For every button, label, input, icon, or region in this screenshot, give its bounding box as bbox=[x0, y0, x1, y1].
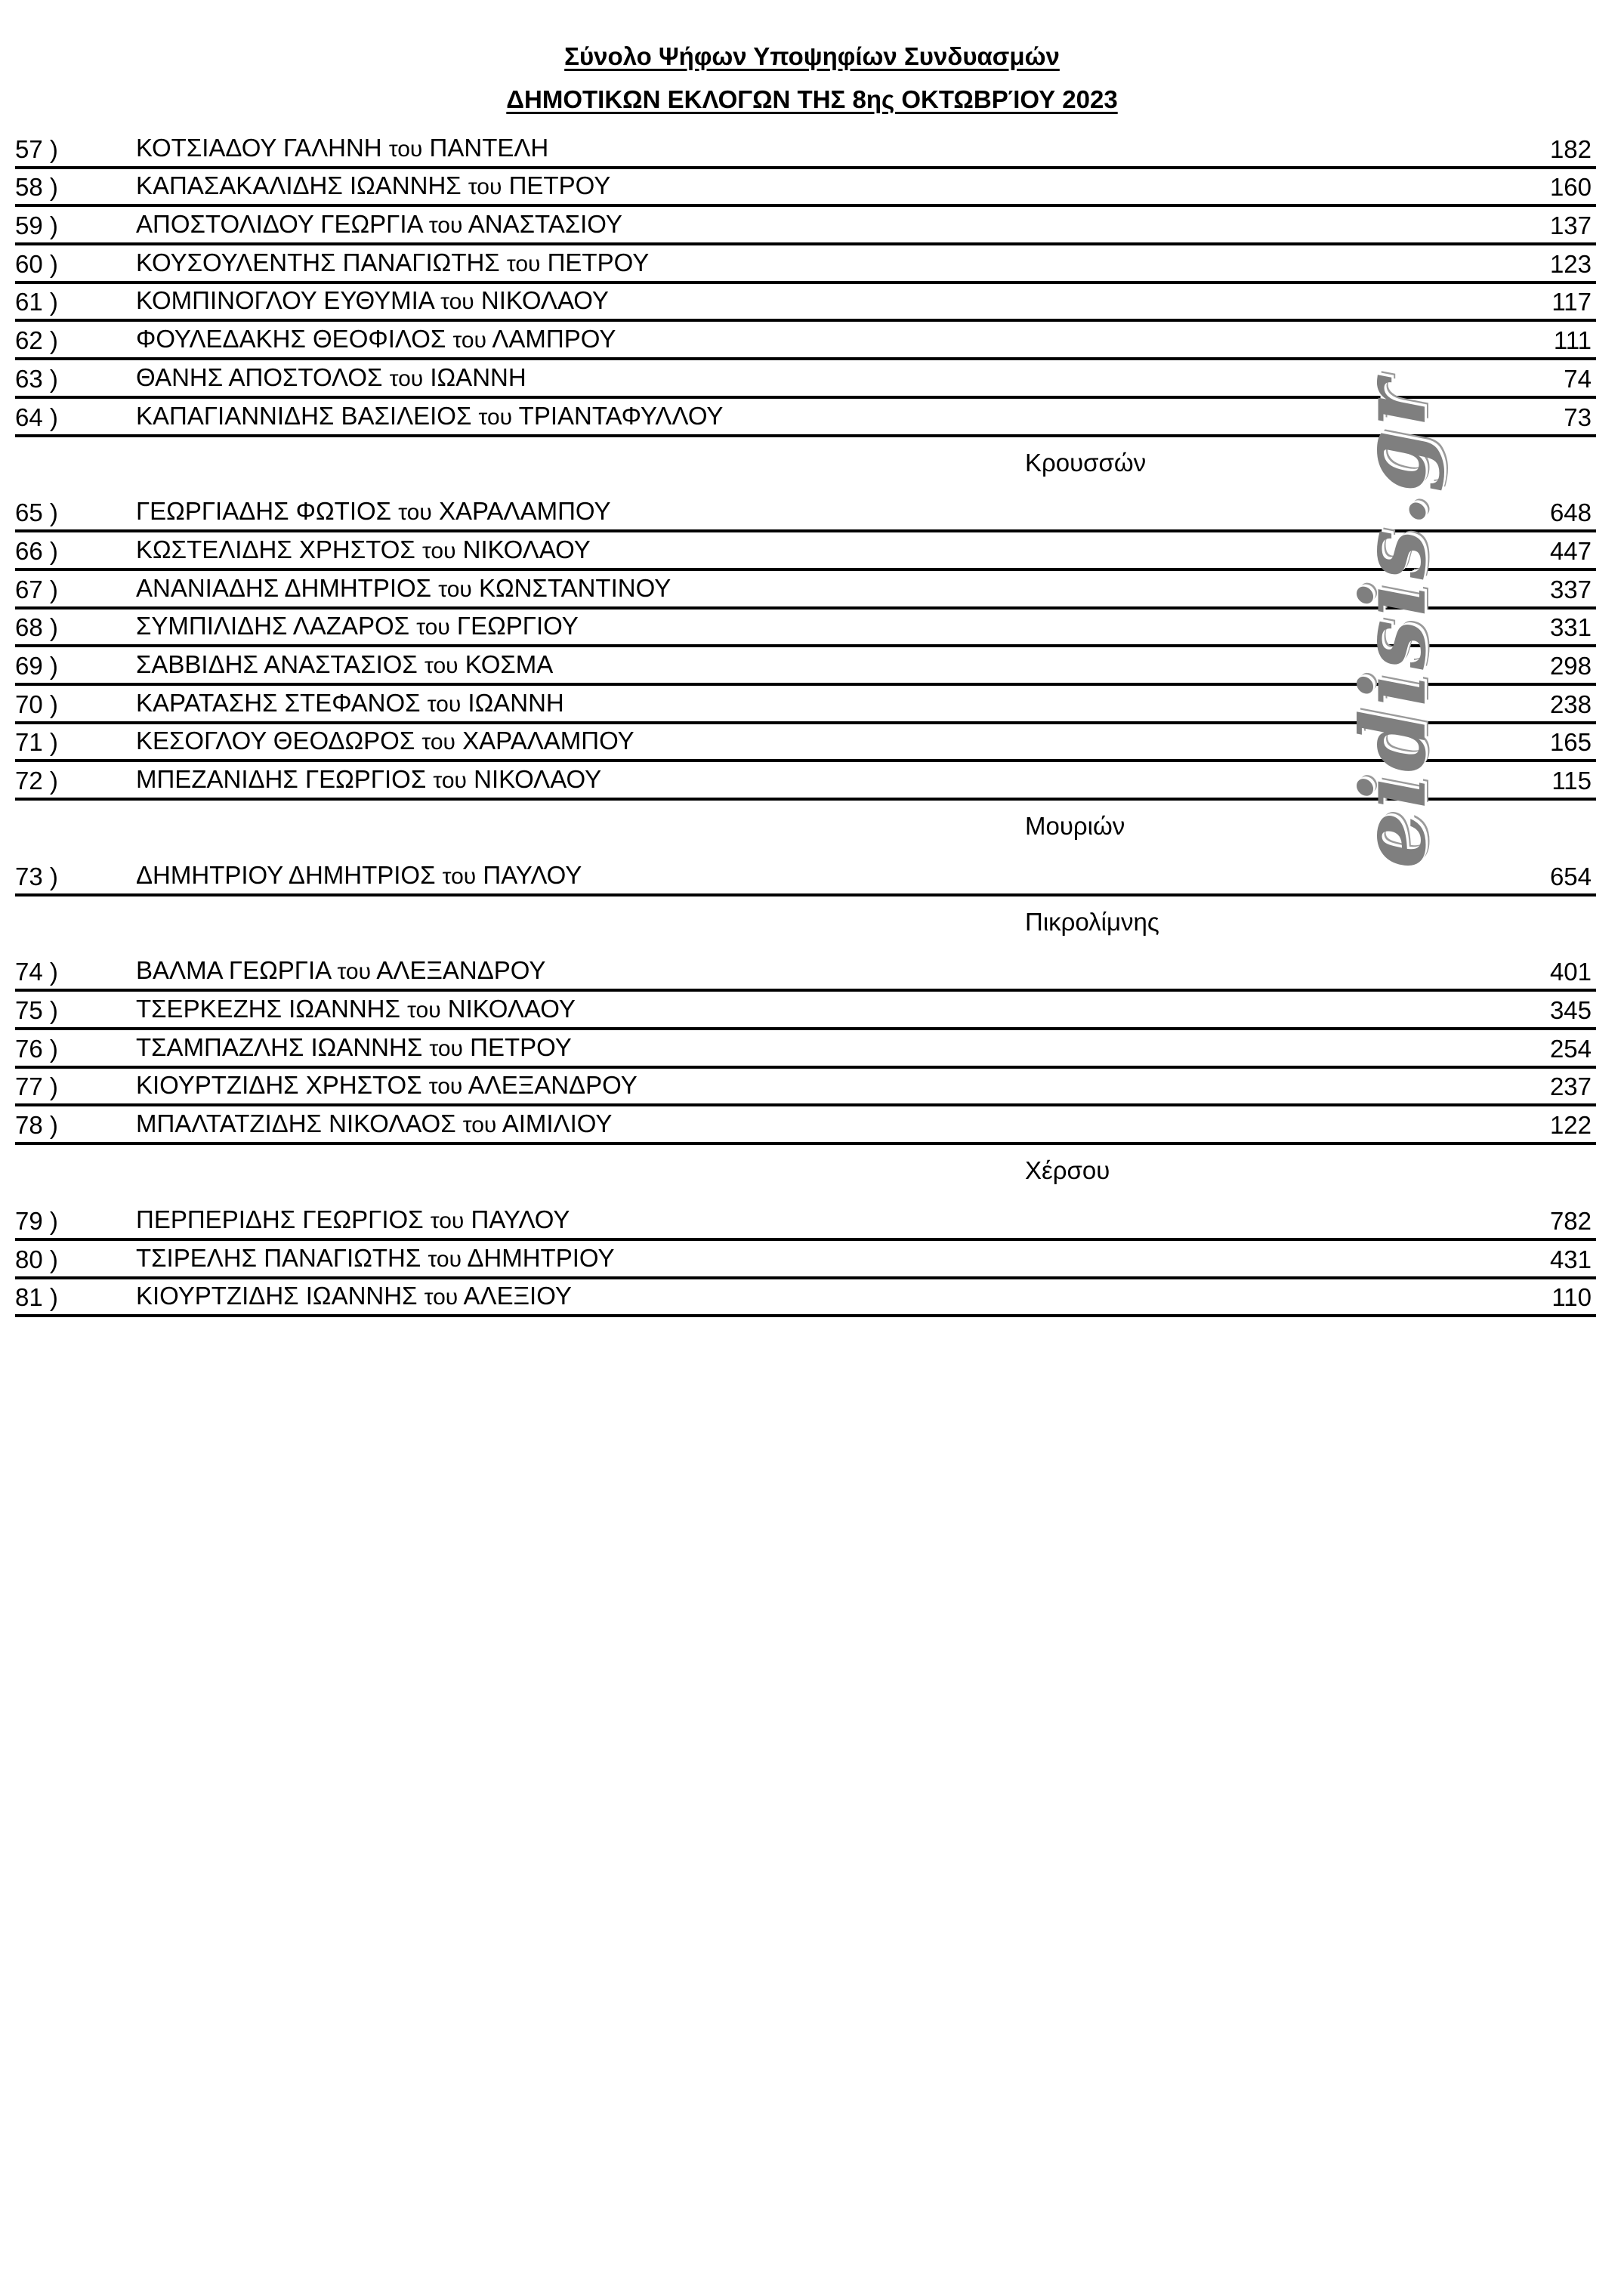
candidate-row bbox=[15, 724, 1596, 763]
section-header-label: Μουριών bbox=[1025, 812, 1125, 840]
candidate-votes: 110 bbox=[1551, 1283, 1592, 1312]
candidate-name bbox=[136, 1033, 572, 1063]
candidate-number: 59 ) bbox=[15, 211, 58, 240]
candidate-name bbox=[136, 727, 634, 757]
candidate-votes: 431 bbox=[1549, 1245, 1592, 1273]
relation-word: του bbox=[462, 1113, 497, 1138]
watermark-logo: eidisis.gr bbox=[1341, 377, 1446, 869]
candidate-father-name: ΠΕΤΡΟΥ bbox=[508, 171, 611, 200]
candidate-name bbox=[136, 765, 601, 795]
candidate-name bbox=[136, 402, 723, 432]
candidate-number: 58 ) bbox=[15, 173, 58, 202]
candidate-full-name: ΓΕΩΡΓΙΑΔΗΣ ΦΩΤΙΟΣ bbox=[136, 497, 392, 526]
candidate-votes: 401 bbox=[1549, 958, 1592, 986]
candidate-votes: 137 bbox=[1549, 211, 1592, 240]
section-header bbox=[15, 896, 1596, 954]
candidate-father-name: ΧΑΡΑΛΑΜΠΟΥ bbox=[462, 727, 634, 755]
candidate-full-name: ΚΟΜΠΙΝΟΓΛΟΥ ΕΥΘΥΜΙΑ bbox=[136, 286, 434, 315]
candidate-number: 78 ) bbox=[15, 1111, 58, 1140]
relation-word: του bbox=[440, 289, 474, 315]
candidate-full-name: ΚΕΣΟΓΛΟΥ ΘΕΟΔΩΡΟΣ bbox=[136, 727, 415, 755]
candidate-row bbox=[15, 1106, 1596, 1145]
candidate-votes: 122 bbox=[1549, 1111, 1592, 1140]
candidate-number: 69 ) bbox=[15, 651, 58, 680]
candidate-name bbox=[136, 535, 591, 566]
candidate-father-name: ΠΕΤΡΟΥ bbox=[547, 248, 650, 276]
candidate-votes: 237 bbox=[1549, 1072, 1592, 1101]
relation-word: του bbox=[428, 213, 463, 239]
relation-word: του bbox=[425, 653, 458, 678]
candidate-number: 62 ) bbox=[15, 326, 58, 355]
candidate-father-name: ΤΡΙΑΝΤΑΦΥΛΛΟΥ bbox=[518, 401, 724, 430]
candidate-votes: 117 bbox=[1551, 288, 1592, 316]
candidate-votes: 111 bbox=[1553, 326, 1592, 355]
candidate-number: 63 ) bbox=[15, 364, 58, 393]
candidate-full-name: ΑΠΟΣΤΟΛΙΔΟΥ ΓΕΩΡΓΙΑ bbox=[136, 210, 422, 239]
candidate-row bbox=[15, 169, 1596, 208]
candidate-name bbox=[136, 1109, 612, 1140]
candidate-name bbox=[136, 574, 671, 604]
relation-word: του bbox=[429, 1035, 463, 1061]
candidate-full-name: ΤΣΑΜΠΑΖΛΗΣ ΙΩΑΝΝΗΣ bbox=[136, 1032, 423, 1061]
candidate-name bbox=[136, 689, 564, 719]
candidate-name bbox=[136, 286, 609, 316]
section-header bbox=[15, 437, 1596, 495]
candidate-name bbox=[136, 210, 622, 240]
candidate-full-name: ΚΑΡΑΤΑΣΗΣ ΣΤΕΦΑΝΟΣ bbox=[136, 688, 421, 717]
candidate-father-name: ΑΛΕΞΑΝΔΡΟΥ bbox=[376, 956, 546, 985]
candidate-name bbox=[136, 363, 526, 393]
candidate-name bbox=[136, 650, 553, 680]
candidate-name bbox=[136, 995, 576, 1025]
relation-word: του bbox=[337, 959, 372, 985]
candidate-votes: 160 bbox=[1549, 173, 1592, 202]
candidate-full-name: ΒΑΛΜΑ ΓΕΩΡΓΙΑ bbox=[136, 956, 331, 985]
relation-word: του bbox=[428, 1074, 463, 1100]
candidate-father-name: ΠΕΤΡΟΥ bbox=[470, 1032, 572, 1061]
candidate-votes: 254 bbox=[1549, 1034, 1592, 1063]
relation-word: του bbox=[468, 174, 502, 200]
relation-word: του bbox=[398, 500, 432, 526]
candidate-name bbox=[136, 861, 582, 891]
candidate-votes: 165 bbox=[1549, 728, 1592, 757]
candidate-father-name: ΠΑΥΛΟΥ bbox=[471, 1205, 570, 1233]
relation-word: του bbox=[389, 366, 424, 391]
relation-word: του bbox=[427, 691, 462, 717]
candidate-row bbox=[15, 532, 1596, 571]
candidate-full-name: ΜΠΕΖΑΝΙΔΗΣ ΓΕΩΡΓΙΟΣ bbox=[136, 765, 427, 793]
candidate-number: 65 ) bbox=[15, 498, 58, 527]
candidate-votes: 782 bbox=[1549, 1206, 1592, 1235]
candidate-name bbox=[136, 612, 579, 642]
candidate-row bbox=[15, 1069, 1596, 1107]
candidate-number: 74 ) bbox=[15, 958, 58, 986]
candidate-father-name: ΧΑΡΑΛΑΜΠΟΥ bbox=[438, 497, 611, 526]
candidate-name bbox=[136, 956, 545, 986]
candidate-row bbox=[15, 1279, 1596, 1318]
candidate-number: 73 ) bbox=[15, 862, 58, 890]
candidate-row bbox=[15, 571, 1596, 609]
candidate-row bbox=[15, 131, 1596, 169]
candidate-father-name: ΑΛΕΞΑΝΔΡΟΥ bbox=[468, 1071, 638, 1100]
candidate-full-name: ΚΙΟΥΡΤΖΙΔΗΣ ΧΡΗΣΤΟΣ bbox=[136, 1071, 422, 1100]
candidate-number: 61 ) bbox=[15, 288, 58, 316]
candidate-name bbox=[136, 497, 611, 527]
candidate-number: 79 ) bbox=[15, 1206, 58, 1235]
document-title-text: Σύνολο Ψήφων Υποψηφίων Συνδυασμών bbox=[564, 42, 1060, 70]
candidate-row bbox=[15, 609, 1596, 648]
candidate-row bbox=[15, 360, 1596, 399]
candidate-number: 57 ) bbox=[15, 134, 58, 163]
candidate-father-name: ΚΩΝΣΤΑΝΤΙΝΟΥ bbox=[478, 573, 672, 602]
candidate-father-name: ΑΝΑΣΤΑΣΙΟΥ bbox=[468, 210, 622, 239]
candidate-row bbox=[15, 284, 1596, 322]
candidate-father-name: ΑΛΕΞΙΟΥ bbox=[463, 1282, 572, 1310]
candidate-votes: 654 bbox=[1549, 862, 1592, 890]
candidate-name bbox=[136, 1205, 570, 1236]
candidate-full-name: ΚΟΥΣΟΥΛΕΝΤΗΣ ΠΑΝΑΓΙΩΤΗΣ bbox=[136, 248, 500, 276]
relation-word: του bbox=[430, 1208, 465, 1233]
candidate-number: 80 ) bbox=[15, 1245, 58, 1273]
candidate-full-name: ΠΕΡΠΕΡΙΔΗΣ ΓΕΩΡΓΙΟΣ bbox=[136, 1205, 424, 1233]
relation-word: του bbox=[421, 538, 456, 563]
candidate-row bbox=[15, 1030, 1596, 1069]
document-subtitle-text: ΔΗΜΟΤΙΚΩΝ ΕΚΛΟΓΩΝ ΤΗΣ 8ης ΟΚΤΩΒΡΊΟΥ 2023 bbox=[506, 85, 1118, 113]
candidate-name bbox=[136, 134, 548, 164]
candidate-row bbox=[15, 399, 1596, 437]
candidate-full-name: ΤΣΙΡΕΛΗΣ ΠΑΝΑΓΙΩΤΗΣ bbox=[136, 1243, 421, 1272]
candidate-votes: 331 bbox=[1549, 613, 1592, 642]
candidate-row bbox=[15, 245, 1596, 284]
candidate-full-name: ΚΙΟΥΡΤΖΙΔΗΣ ΙΩΑΝΝΗΣ bbox=[136, 1282, 418, 1310]
candidate-votes: 648 bbox=[1549, 498, 1592, 527]
relation-word: του bbox=[452, 328, 486, 353]
relation-word: του bbox=[421, 730, 455, 755]
candidate-votes: 447 bbox=[1549, 536, 1592, 565]
candidate-full-name: ΤΣΕΡΚΕΖΗΣ ΙΩΑΝΝΗΣ bbox=[136, 995, 400, 1023]
candidate-number: 66 ) bbox=[15, 536, 58, 565]
candidate-full-name: ΣΥΜΠΙΛΙΔΗΣ ΛΑΖΑΡΟΣ bbox=[136, 612, 410, 640]
candidate-votes: 337 bbox=[1549, 575, 1592, 603]
candidate-full-name: ΣΑΒΒΙΔΗΣ ΑΝΑΣΤΑΣΙΟΣ bbox=[136, 650, 418, 678]
relation-word: του bbox=[438, 576, 472, 602]
candidate-votes: 123 bbox=[1549, 249, 1592, 278]
candidate-number: 81 ) bbox=[15, 1283, 58, 1312]
candidate-number: 60 ) bbox=[15, 249, 58, 278]
relation-word: του bbox=[416, 615, 450, 640]
candidate-full-name: ΦΟΥΛΕΔΑΚΗΣ ΘΕΟΦΙΛΟΣ bbox=[136, 325, 446, 353]
candidate-name bbox=[136, 325, 616, 355]
section-header-label: Πικρολίμνης bbox=[1025, 907, 1159, 936]
candidate-father-name: ΝΙΚΟΛΑΟΥ bbox=[480, 286, 609, 315]
candidate-number: 67 ) bbox=[15, 575, 58, 603]
candidate-number: 64 ) bbox=[15, 403, 58, 431]
candidate-full-name: ΚΑΠΑΣΑΚΑΛΙΔΗΣ ΙΩΑΝΝΗΣ bbox=[136, 171, 462, 200]
candidate-father-name: ΝΙΚΟΛΑΟΥ bbox=[474, 765, 602, 793]
candidate-votes: 182 bbox=[1549, 134, 1592, 163]
document-subtitle bbox=[0, 85, 1624, 115]
candidate-number: 72 ) bbox=[15, 767, 58, 795]
relation-word: του bbox=[442, 863, 477, 889]
candidate-full-name: ΚΟΤΣΙΑΔΟΥ ΓΑΛΗΝΗ bbox=[136, 133, 382, 162]
candidate-father-name: ΠΑΝΤΕΛΗ bbox=[429, 133, 549, 162]
document-title bbox=[0, 42, 1624, 72]
candidate-father-name: ΓΕΩΡΓΙΟΥ bbox=[456, 612, 579, 640]
candidate-father-name: ΝΙΚΟΛΑΟΥ bbox=[447, 995, 576, 1023]
candidate-votes: 74 bbox=[1564, 364, 1592, 393]
relation-word: του bbox=[478, 404, 513, 430]
candidate-father-name: ΑΙΜΙΛΙΟΥ bbox=[502, 1109, 613, 1138]
candidate-full-name: ΑΝΑΝΙΑΔΗΣ ΔΗΜΗΤΡΙΟΣ bbox=[136, 573, 432, 602]
candidate-number: 76 ) bbox=[15, 1034, 58, 1063]
candidate-row bbox=[15, 647, 1596, 686]
section-header-label: Κρουσσών bbox=[1025, 448, 1147, 477]
candidate-votes: 115 bbox=[1551, 767, 1592, 795]
candidate-name bbox=[136, 1244, 615, 1274]
candidate-row bbox=[15, 207, 1596, 245]
candidate-votes: 73 bbox=[1564, 403, 1592, 431]
candidate-father-name: ΠΑΥΛΟΥ bbox=[483, 860, 582, 889]
candidate-row bbox=[15, 858, 1596, 896]
section-header bbox=[15, 1145, 1596, 1202]
candidate-full-name: ΚΑΠΑΓΙΑΝΝΙΔΗΣ ΒΑΣΙΛΕΙΟΣ bbox=[136, 401, 472, 430]
relation-word: του bbox=[506, 251, 541, 276]
section-header bbox=[15, 801, 1596, 858]
candidate-father-name: ΙΩΑΝΝΗ bbox=[430, 363, 526, 391]
candidate-father-name: ΚΟΣΜΑ bbox=[465, 650, 554, 678]
candidate-father-name: ΛΑΜΠΡΟΥ bbox=[492, 325, 616, 353]
candidate-number: 70 ) bbox=[15, 690, 58, 718]
candidate-name bbox=[136, 248, 649, 279]
candidate-row bbox=[15, 954, 1596, 992]
candidate-row bbox=[15, 686, 1596, 724]
candidate-number: 75 ) bbox=[15, 996, 58, 1025]
candidate-number: 68 ) bbox=[15, 613, 58, 642]
candidate-father-name: ΔΗΜΗΤΡΙΟΥ bbox=[467, 1243, 615, 1272]
candidate-votes: 298 bbox=[1549, 651, 1592, 680]
relation-word: του bbox=[407, 998, 441, 1023]
candidate-name bbox=[136, 171, 610, 202]
candidate-row bbox=[15, 762, 1596, 801]
section-header-label: Χέρσου bbox=[1025, 1156, 1110, 1185]
candidate-votes-table bbox=[15, 131, 1596, 1317]
candidate-row bbox=[15, 992, 1596, 1030]
candidate-row bbox=[15, 1241, 1596, 1279]
relation-word: του bbox=[388, 136, 423, 162]
candidate-father-name: ΝΙΚΟΛΑΟΥ bbox=[462, 535, 591, 563]
relation-word: του bbox=[424, 1285, 458, 1310]
candidate-full-name: ΜΠΑΛΤΑΤΖΙΔΗΣ ΝΙΚΟΛΑΟΣ bbox=[136, 1109, 456, 1138]
candidate-number: 71 ) bbox=[15, 728, 58, 757]
candidate-full-name: ΔΗΜΗΤΡΙΟΥ ΔΗΜΗΤΡΙΟΣ bbox=[136, 860, 436, 889]
relation-word: του bbox=[428, 1246, 462, 1272]
candidate-father-name: ΙΩΑΝΝΗ bbox=[468, 688, 564, 717]
candidate-name bbox=[136, 1282, 572, 1312]
candidate-name bbox=[136, 1071, 638, 1101]
candidate-full-name: ΘΑΝΗΣ ΑΠΟΣΤΟΛΟΣ bbox=[136, 363, 383, 391]
candidate-row bbox=[15, 1202, 1596, 1241]
candidate-number: 77 ) bbox=[15, 1072, 58, 1101]
candidate-row bbox=[15, 495, 1596, 533]
candidate-votes: 345 bbox=[1549, 996, 1592, 1025]
relation-word: του bbox=[433, 768, 467, 793]
candidate-row bbox=[15, 322, 1596, 360]
candidate-full-name: ΚΩΣΤΕΛΙΔΗΣ ΧΡΗΣΤΟΣ bbox=[136, 535, 415, 563]
candidate-votes: 238 bbox=[1549, 690, 1592, 718]
